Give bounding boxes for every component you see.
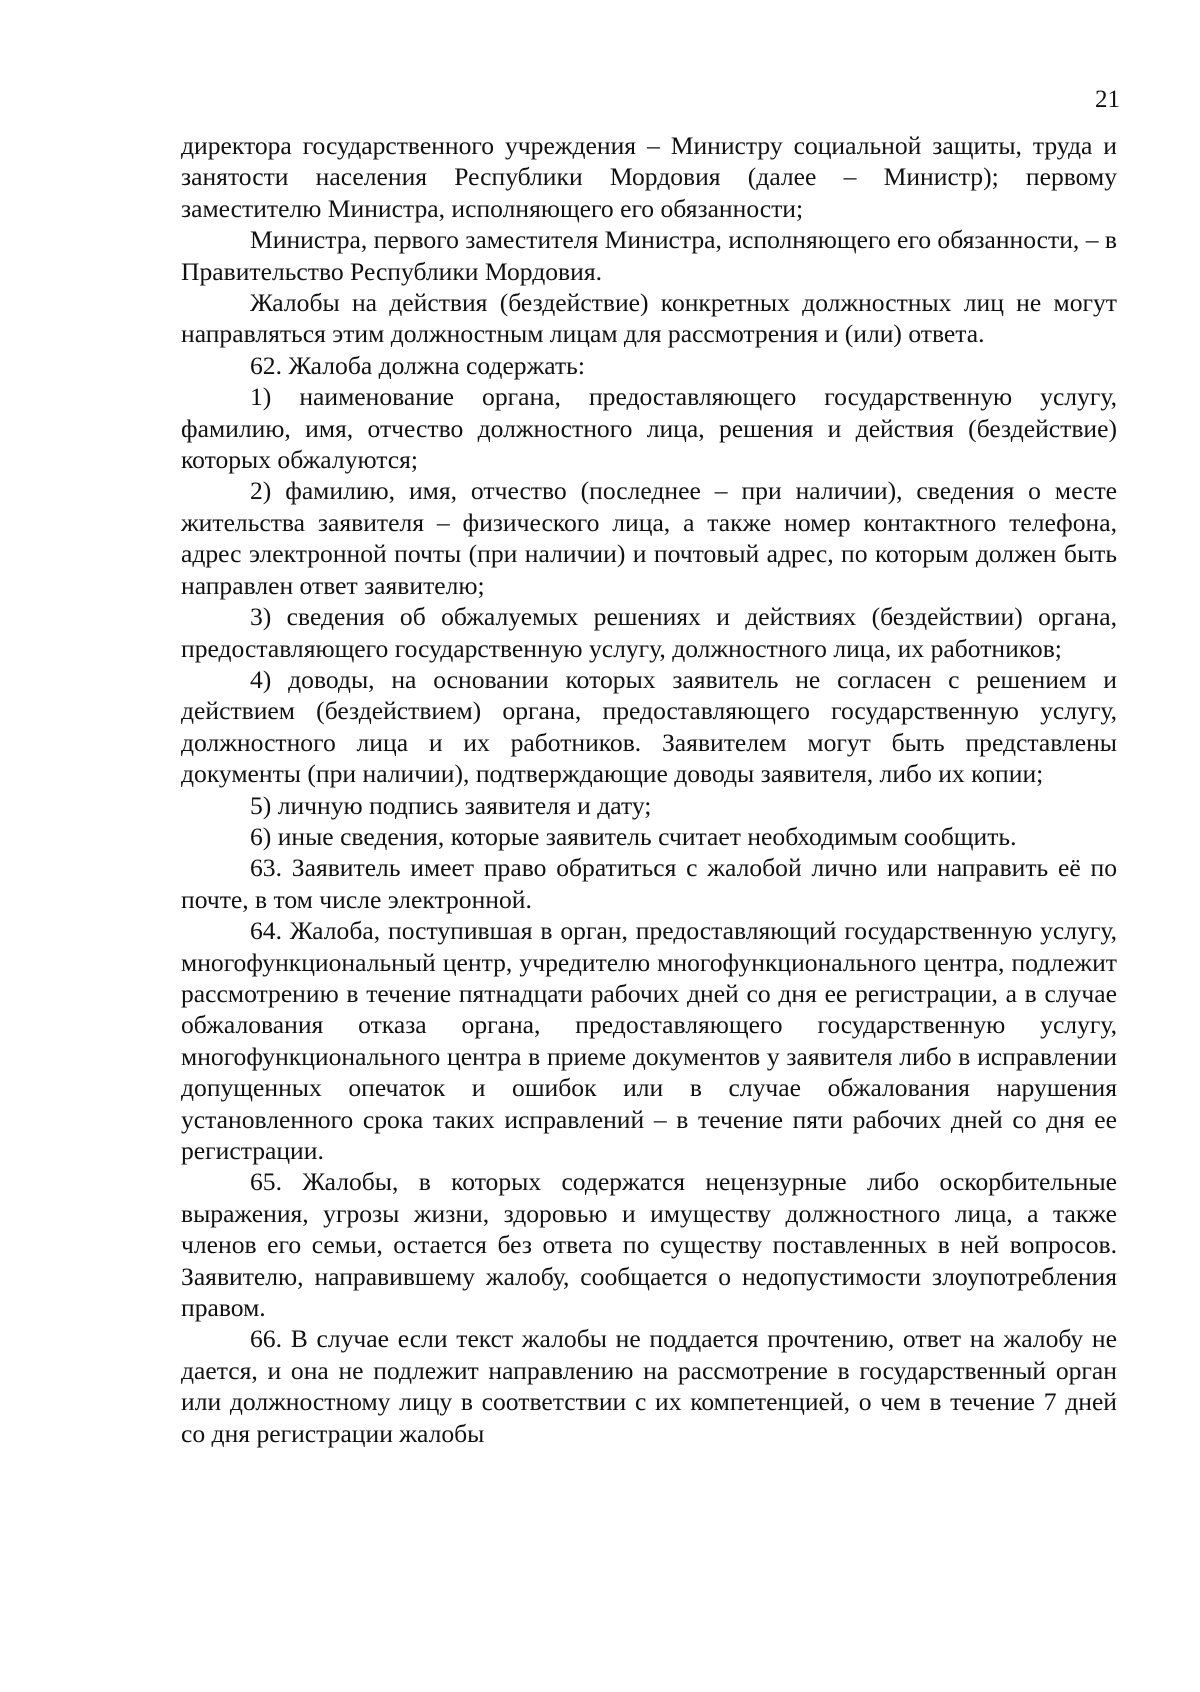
paragraph-66: 66. В случае если текст жалобы не поддается прочтению, ответ на жалобу не дается, и она не подлежит направлению на рассмотрение в государственный орган или должностному лицу в соответствии с их компетенцией, о чем в течение 7 дней со дня регистрации жалобы [181, 1324, 1117, 1448]
paragraph-63: 63. Заявитель имеет право обратиться с жалобой лично или направить её по почте, в том числе электронной. [181, 853, 1117, 914]
paragraph-62: 62. Жалоба должна содержать: [250, 350, 585, 380]
paragraph-65: 65. Жалобы, в которых содержатся нецензурные либо оскорбительные выражения, угрозы жизни, здоровью и имуществу должностного лица, а также членов его семьи, остается без ответа по существу поставленных в ней вопросов. Заявителю, направившему жалобу, сообщается о недопустимости злоупотребления правом. [181, 1167, 1117, 1323]
list-item-5: 5) личную подпись заявителя и дату; [250, 790, 652, 820]
paragraph-64: 64. Жалоба, поступившая в орган, предоставляющий государственную услугу, многофункциональный центр, учредителю многофункционального центра, подлежит рассмотрению в течение пятнадцати рабочих дней со дня ее регистрации, а в случае обжалования отказа органа, предоставляющего государственную услугу, многофункционального центра в приеме документов у заявителя либо в исправлении допущенных опечаток и ошибок или в случае обжалования нарушения установленного срока таких исправлений – в течение пяти рабочих дней со дня ее регистрации. [181, 916, 1117, 1165]
paragraph: Министра, первого заместителя Министра, исполняющего его обязанности, – в Правительство Республики Мордовия. [181, 225, 1118, 286]
list-item-3: 3) сведения об обжалуемых решениях и действиях (бездействии) органа, предоставляющего государственную услугу, должностного лица, их работников; [181, 602, 1117, 663]
list-item-6: 6) иные сведения, которые заявитель считает необходимым сообщить. [250, 821, 1017, 851]
page-number: 21 [1095, 86, 1120, 113]
list-item-1: 1) наименование органа, предоставляющего государственную услугу, фамилию, имя, отчество должностного лица, решения и действия (бездействие) которых обжалуются; [181, 382, 1117, 475]
list-item-4: 4) доводы, на основании которых заявитель не согласен с решением и действием (бездействием) органа, предоставляющего государственную услугу, должностного лица и их работников. Заявителем могут быть представлены документы (при наличии), подтверждающие доводы заявителя, либо их копии; [181, 664, 1117, 789]
list-item-2: 2) фамилию, имя, отчество (последнее – при наличии), сведения о месте жительства заявителя – физического лица, а также номер контактного телефона, адрес электронной почты (при наличии) и почтовый адрес, по которым должен быть направлен ответ заявителю; [181, 476, 1117, 600]
paragraph: Жалобы на действия (бездействие) конкретных должностных лиц не могут направляться этим должностным лицам для рассмотрения и (или) ответа. [181, 288, 1117, 349]
paragraph-continuation: директора государственного учреждения – Министру социальной защиты, труда и занятости населения Республики Мордовия (далее – Министр); первому заместителю Министра, исполняющего его обязанности; [181, 131, 1117, 223]
document-body [181, 130, 1117, 1449]
